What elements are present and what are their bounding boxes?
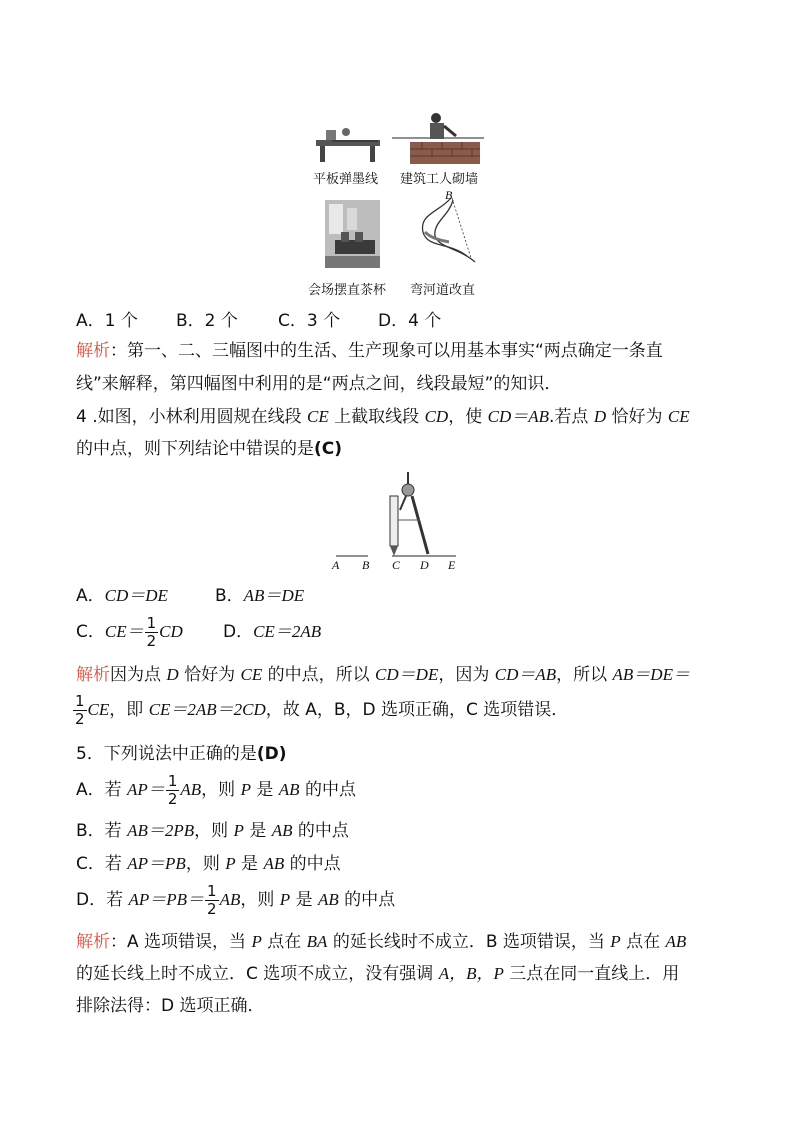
- q4-options-cd: C．CE＝ $\frac{1}{2}$ CD D．CE＝2AB: [76, 613, 322, 650]
- point-c-label: C: [392, 558, 401, 572]
- q5-option-a: A．若 AP＝ $\frac{1}{2}$ AB，则 P 是 AB 的中点: [76, 771, 356, 808]
- q4-analysis-line1: 解析因为点 D 恰好为 CE 的中点，所以 CD＝DE，因为 CD＝AB，所以 AB＝DE＝: [76, 665, 690, 685]
- q5-option-c: C．若 AP＝PB，则 P 是 AB 的中点: [76, 854, 341, 874]
- point-b-label: B: [362, 558, 370, 572]
- caption-river: 弯河道改直: [410, 283, 476, 298]
- q5-analysis-line1: 解析：A 选项错误，当 P 点在 BA 的延长线时不成立．B 选项错误，当 P 点在 AB: [76, 932, 687, 952]
- figure-compass: [328, 470, 460, 570]
- q3-options: [76, 309, 442, 333]
- analysis-tag: 解析: [76, 932, 110, 952]
- q4-analysis-line2: $\frac{1}{2}$ CE，即 CE＝2AB＝2CD，故 A，B，D 选项正确，C 选项错误．: [75, 691, 569, 728]
- caption-bricklayer: 建筑工人砌墙: [400, 172, 479, 187]
- q5-analysis-line3: 排除法得：D 选项正确．: [76, 996, 265, 1016]
- q3-analysis-line2: 线”来解释，第四幅图中利用的是“两点之间，线段最短”的知识．: [76, 374, 562, 394]
- q5-answer: (D): [256, 744, 287, 764]
- q5-option-b: B．若 AB＝2PB，则 P 是 AB 的中点: [76, 821, 349, 841]
- q3-analysis-line1: 解析：第一、二、三幅图中的生活、生产现象可以用基本事实“两点确定一条直: [76, 341, 663, 361]
- q5-analysis-line2: 的延长线上时不成立．C 选项不成立，没有强调 A，B，P 三点在同一直线上．用: [76, 964, 680, 984]
- q3-option-b: B．2 个: [176, 311, 238, 331]
- q4-options-ab: A．CD＝DE B．AB＝DE: [76, 586, 305, 606]
- caption-ink-line: 平板弹墨线: [313, 172, 379, 187]
- q3-option-d: D．4 个: [378, 311, 442, 331]
- q3-option-c: C．3 个: [278, 311, 341, 331]
- q4-answer: (C): [314, 439, 343, 459]
- q4-stem-line2: 的中点，则下列结论中错误的是(C): [76, 439, 343, 459]
- analysis-tag: 解析: [76, 665, 110, 685]
- q3-option-a: A．1 个: [76, 311, 138, 331]
- caption-tea-cups: 会场摆直茶杯: [308, 283, 387, 298]
- q5-stem: 5．下列说法中正确的是(D): [76, 744, 287, 764]
- point-d-label: D: [420, 558, 429, 572]
- river-point-b: B: [445, 188, 453, 202]
- figure-river: [409, 188, 481, 268]
- figure-tea-cups: [325, 200, 380, 268]
- figure-bricklayer: [392, 112, 484, 164]
- point-a-label: A: [332, 558, 340, 572]
- analysis-tag: 解析: [76, 341, 110, 361]
- q5-option-d: D．若 AP＝PB＝ $\frac{1}{2}$ AB，则 P 是 AB 的中点: [76, 881, 396, 918]
- q4-stem-line1: 4 .如图，小林利用圆规在线段 CE 上截取线段 CD，使 CD＝AB.若点 D 恰好为 CE: [76, 407, 690, 427]
- figure-ink-line: [312, 124, 384, 164]
- point-e-label: E: [448, 558, 456, 572]
